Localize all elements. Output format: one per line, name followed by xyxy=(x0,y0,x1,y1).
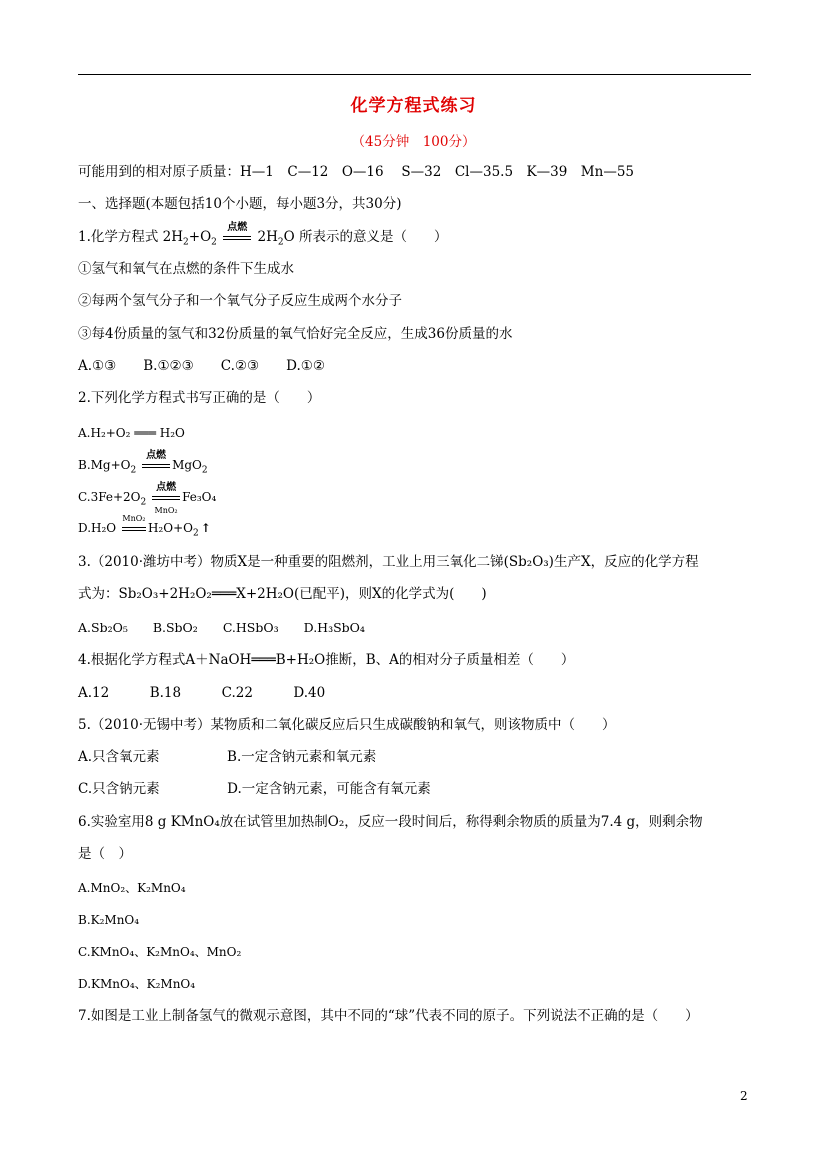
arrow-up-icon: ↑ xyxy=(200,521,211,535)
question-7-stem: 7.如图是工业上制备氢气的微观示意图，其中不同的“球”代表不同的原子。下列说法不正确的是（ ） xyxy=(78,1008,699,1024)
question-5-stem: 5.（2010·无锡中考）某物质和二氧化碳反应后只生成碳酸钠和氧气，则该物质中（ ） xyxy=(78,717,616,733)
question-6-option-c: C.KMnO₄、K₂MnO₄、MnO₂ xyxy=(78,945,242,959)
question-6-line-1: 6.实验室用8 g KMnO₄放在试管里加热制O₂，反应一段时间后，称得剩余物质的质量为7.4 g，则剩余物 xyxy=(78,814,703,830)
question-1-options: A.①③ B.①②③ C.②③ D.①② xyxy=(78,358,325,374)
header-rule xyxy=(78,74,751,75)
atomic-masses: 可能用到的相对原子质量：H—1 C—12 O—16 S—32 Cl—35.5 K—39 Mn—55 xyxy=(78,164,634,180)
page-number: 2 xyxy=(740,1089,748,1103)
question-2-option-d: D.H₂O MnO₂ $H_2O+O_2$ ↑ xyxy=(78,513,211,539)
question-6-option-b: B.K₂MnO₄ xyxy=(78,913,140,927)
question-3-options: A.Sb₂O₅ B.SbO₂ C.HSbO₃ D.H₃SbO₄ xyxy=(78,620,365,635)
question-1-item-1: ①氢气和氧气在点燃的条件下生成水 xyxy=(78,261,294,277)
question-1-item-2: ②每两个氢气分子和一个氧气分子反应生成两个水分子 xyxy=(78,293,402,309)
page-subtitle: （45分钟 100分） xyxy=(351,134,476,150)
question-2-option-b: $B.Mg+O_2$ 点燃 MgO$_2$ xyxy=(78,449,208,476)
question-6-line-2: 是（ ） xyxy=(78,846,132,862)
question-3-line-2: 式为：Sb₂O₃+2H₂O₂═══X+2H₂O(已配平)，则X的化学式为( ) xyxy=(78,586,487,602)
section-heading: 一、选择题(本题包括10个小题，每小题3分，共30分) xyxy=(78,196,402,212)
question-5-options-cd: C.只含钠元素 D.一定含钠元素，可能含有氧元素 xyxy=(78,781,431,797)
question-3-line-1: 3.（2010·潍坊中考）物质X是一种重要的阻燃剂，工业上用三氧化二锑(Sb₂O₃)生产X，反应的化学方程 xyxy=(78,554,699,570)
question-2-stem: 2.下列化学方程式书写正确的是（ ） xyxy=(78,390,321,406)
question-2-option-c: $C.3Fe+2O_2$ 点燃 MnO₂ Fe₃O₄ xyxy=(78,481,217,515)
question-2-option-a: A.H₂+O₂ ═══ H₂O xyxy=(78,426,185,440)
question-4-options: A.12 B.18 C.22 D.40 xyxy=(78,685,326,701)
page-title: 化学方程式练习 xyxy=(350,96,477,116)
equals-sign: 点燃 xyxy=(223,230,251,246)
question-6-option-a: A.MnO₂、K₂MnO₄ xyxy=(78,881,186,895)
question-4-stem: 4.根据化学方程式A＋NaOH═══B+H₂O推断，B、A的相对分子质量相差（ ） xyxy=(78,652,575,668)
question-5-options-ab: A.只含氧元素 B.一定含钠元素和氧元素 xyxy=(78,749,377,765)
question-1-stem: 1.化学方程式 $2H_2+O_2$ 点燃 $2H_2O$ 所表示的意义是（ ） xyxy=(78,221,448,248)
question-6-option-d: D.KMnO₄、K₂MnO₄ xyxy=(78,977,196,991)
question-1-item-3: ③每4份质量的氢气和32份质量的氧气恰好完全反应，生成36份质量的水 xyxy=(78,326,513,342)
